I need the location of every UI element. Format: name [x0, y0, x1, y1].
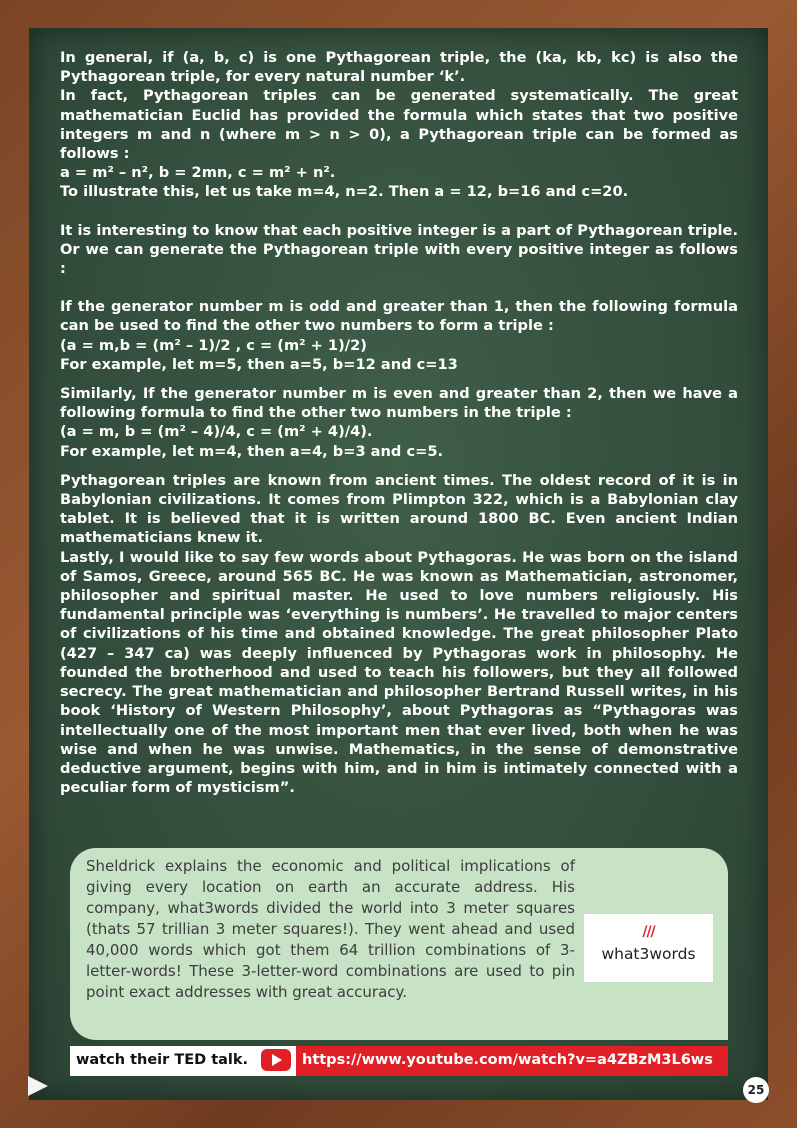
page-number: 25: [743, 1077, 769, 1103]
paragraph-even-formula: (a = m, b = (m² – 4)/4, c = (m² + 4)/4).: [60, 423, 373, 441]
paragraph-scaling-triples: In general, if (a, b, c) is one Pythagorean triple, the (ka, kb, kc) is also the Pythagorean triple, for every natural number ‘k’.: [60, 49, 738, 86]
youtube-play-icon[interactable]: [261, 1049, 291, 1071]
ted-talk-label: watch their TED talk.: [76, 1052, 249, 1068]
paragraph-history: Pythagorean triples are known from ancient times. The oldest record of it is in Babylonian civilizations. It comes from Plimpton 322, which is a Babylonian clay tablet. It is believed that it is written around 1800 BC. Even ancient Indian mathematicians knew it.: [60, 471, 738, 547]
youtube-link[interactable]: [296, 1046, 728, 1076]
paragraph-euclid-example: To illustrate this, let us take m=4, n=2. Then a = 12, b=16 and c=20.: [60, 183, 629, 201]
what3words-logo: [584, 914, 713, 982]
paragraph-every-integer: It is interesting to know that each positive integer is a part of Pythagorean triple. Or we can generate the Pythagorean triple with every positive integer as follows :: [60, 221, 738, 278]
paragraph-odd-formula: (a = m,b = (m² – 1)/2 , c = (m² + 1)/2): [60, 336, 367, 354]
what3words-info-panel: [70, 848, 728, 1040]
what3words-description: Sheldrick explains the economic and political implications of giving every location on earth an accurate address. His company, what3words divided the world into 3 meter squares (thats 57 trillian 3 meter squares!). They went ahead and used 40,000 words which got them 64 trillion combinations of 3-letter-words! These 3-letter-word combinations are used to pin point exact addresses with great accuracy.: [86, 857, 575, 1001]
what3words-logo-text: what3words: [601, 945, 696, 963]
paragraph-even-generator: Similarly, If the generator number m is even and greater than 2, then we have a following formula to find the other two numbers in the triple :: [60, 385, 738, 422]
article-body: [60, 48, 738, 797]
page-corner-arrow-icon: [28, 1076, 48, 1096]
paragraph-euclid-formula: a = m² – n², b = 2mn, c = m² + n².: [60, 164, 336, 182]
paragraph-pythagoras-bio: Lastly, I would like to say few words about Pythagoras. He was born on the island of Samos, Greece, around 565 BC. He was known as Mathematician, astronomer, philosopher and spiritual master. He used to love numbers religiously. His fundamental principle was ‘everything is numbers’. He travelled to major centers of civilizations of his time and obtained knowledge. The great philosopher Plato (427 – 347 ca) was deeply influenced by Pythagoras work in philosophy. He founded the brotherhood and used to teach his followers, but they all followed secrecy. The great mathematician and philosopher Bertrand Russell writes, in his book ‘History of Western Philosophy’, about Pythagoras as “Pythagoras was intellectually one of the most important men that ever lived, both when he was wise and when he was unwise. Mathematics, in the sense of demonstrative deductive argument, begins with him, and in him is intimately connected with a peculiar form of mysticism”.: [60, 548, 738, 797]
paragraph-odd-generator: If the generator number m is odd and greater than 1, then the following formula can be used to find the other two numbers to form a triple :: [60, 298, 738, 335]
paragraph-euclid-intro: In fact, Pythagorean triples can be generated systematically. The great mathematician Euclid has provided the formula which states that two positive integers m and n (where m > n > 0), a Pythagorean triple can be formed as follows :: [60, 87, 738, 163]
ted-talk-label-box: [70, 1046, 296, 1076]
paragraph-even-example: For example, let m=4, then a=4, b=3 and c=5.: [60, 442, 444, 460]
youtube-url-text[interactable]: https://www.youtube.com/watch?v=a4ZBzM3L6ws: [302, 1052, 713, 1068]
what3words-slashes-icon: ///: [642, 924, 655, 940]
paragraph-odd-example: For example, let m=5, then a=5, b=12 and c=13: [60, 355, 458, 373]
